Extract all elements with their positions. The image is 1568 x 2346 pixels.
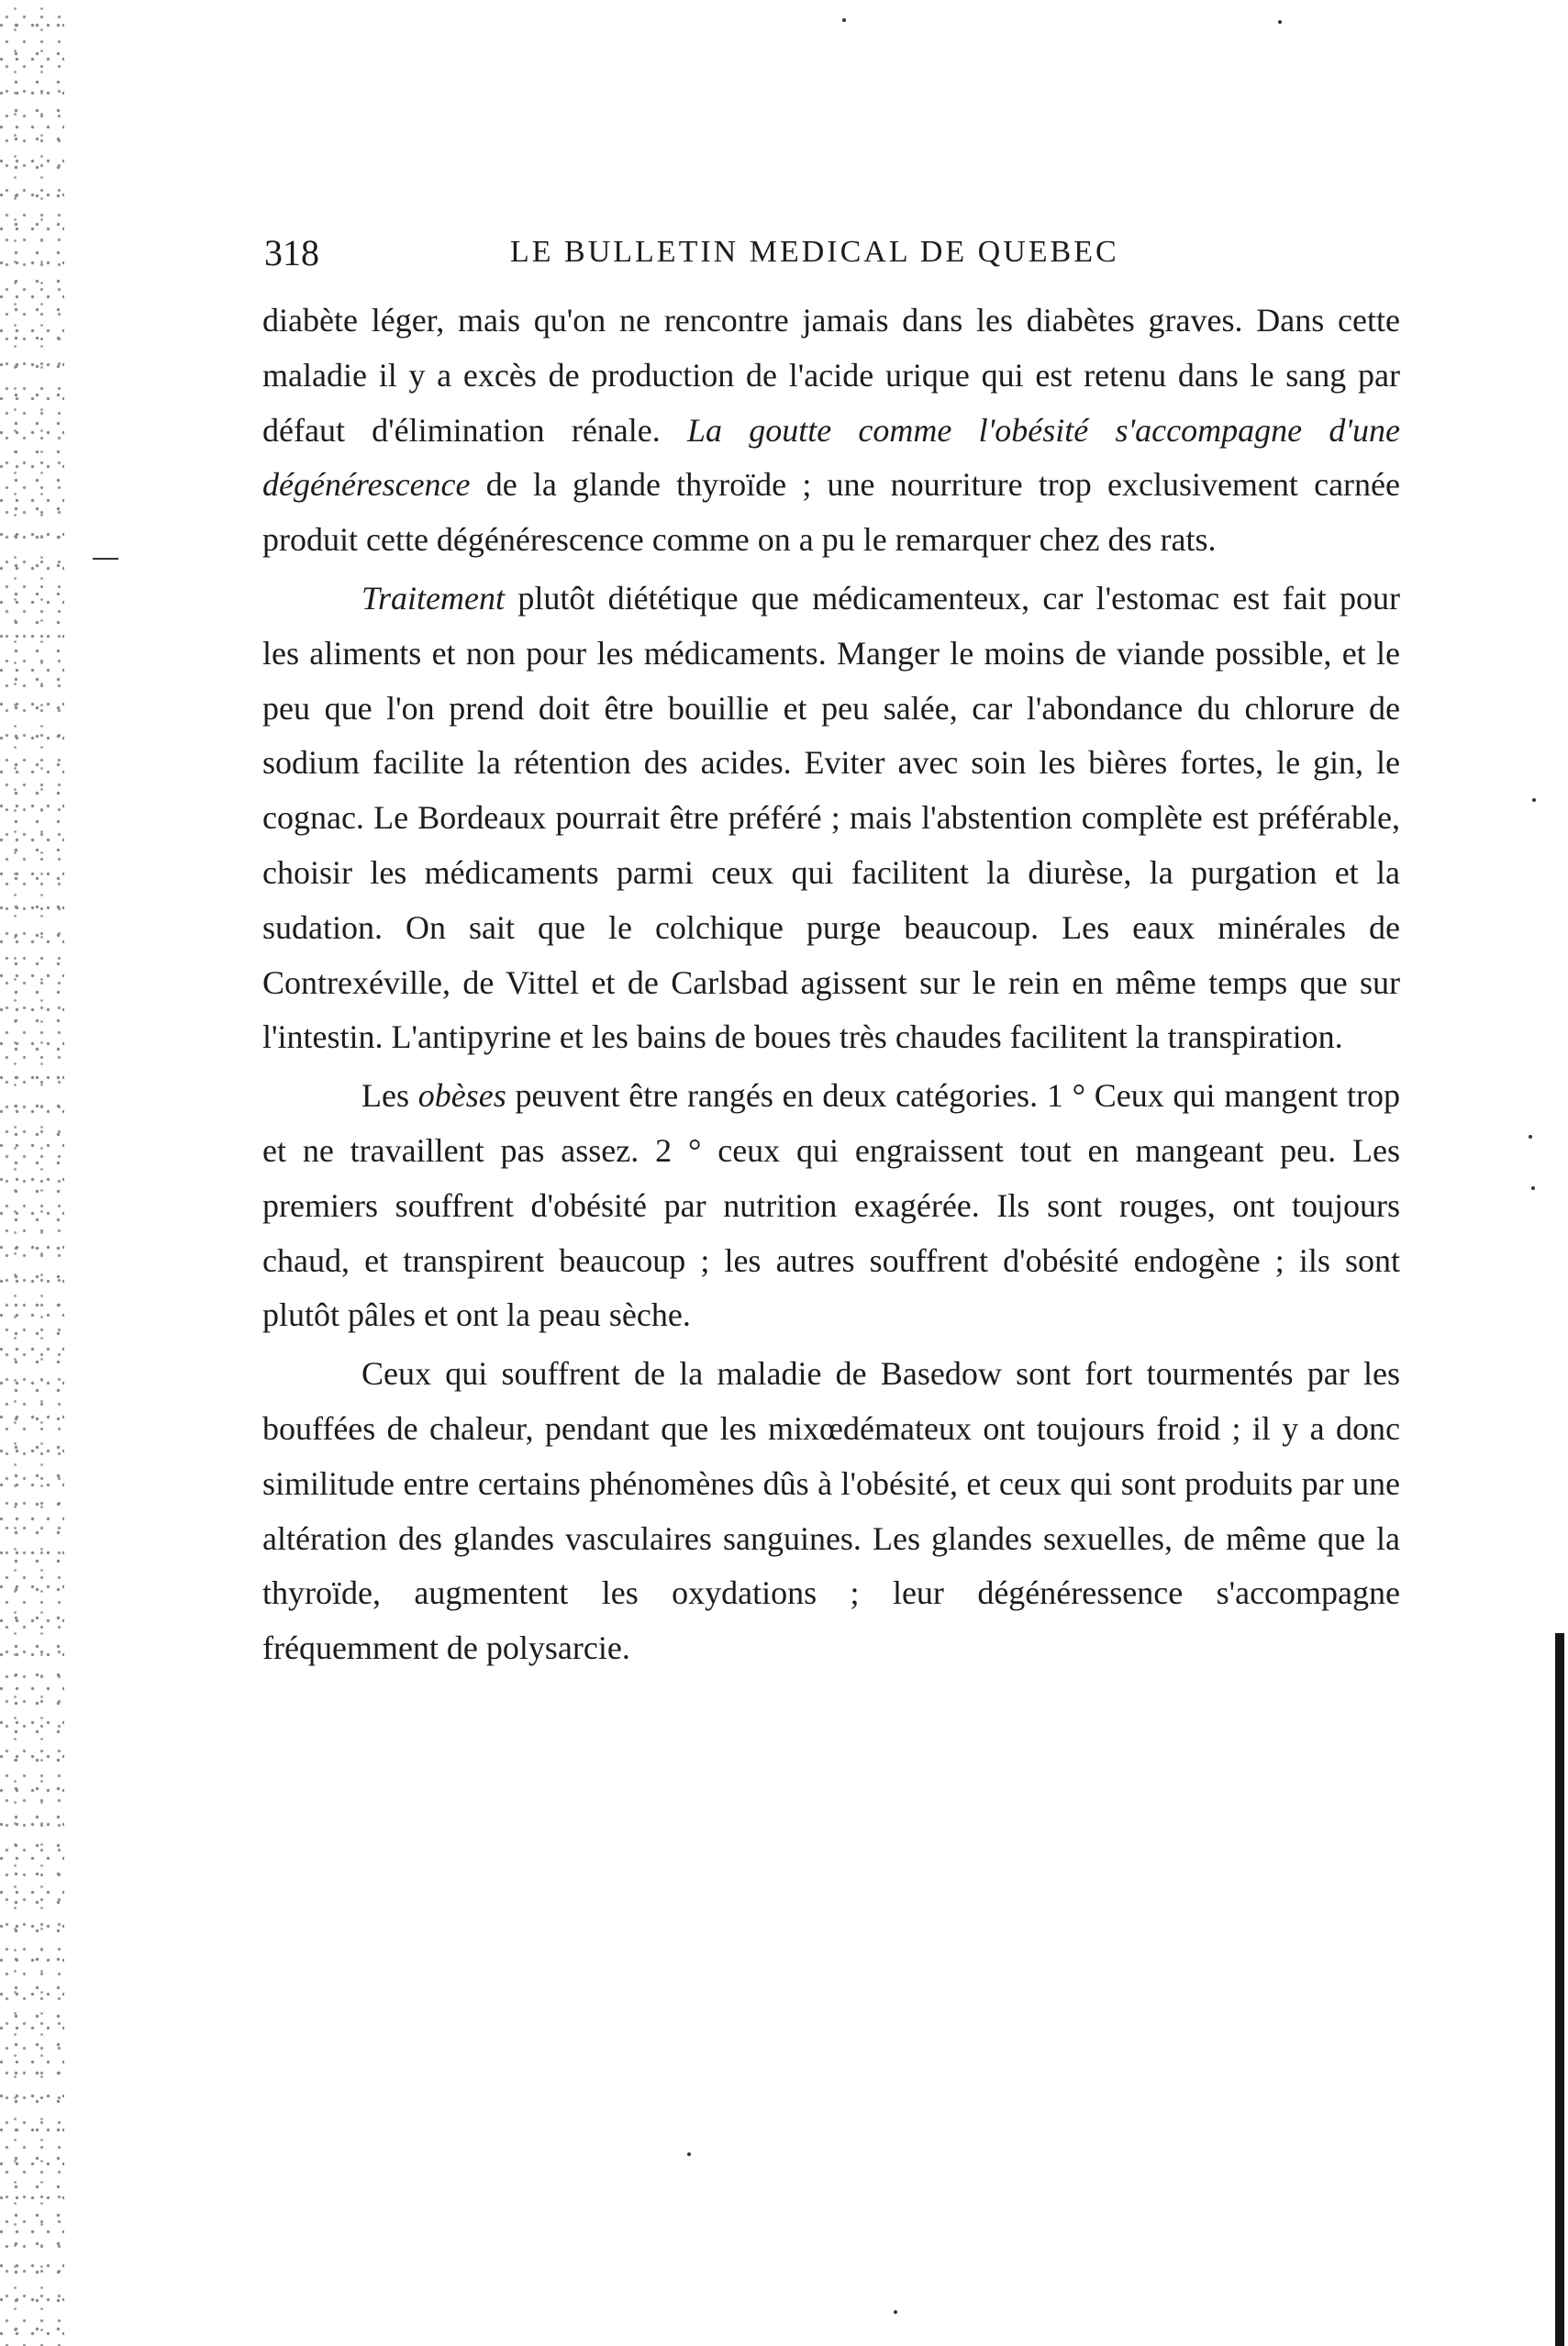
- running-title: LE BULLETIN MEDICAL DE QUEBEC: [510, 235, 1119, 269]
- paragraph: Ceux qui souffrent de la maladie de Basedow sont fort tourmentés par les bouffées de chaleur, pendant que les mixœdémateux ont toujours froid ; il y a donc similitude entre certains phénomènes dûs à l'obésité, et ceux qui sont produits par une altération des glandes vasculaires sanguines. Les glandes sexuelles, de même que la thyroïde, augmentent les oxydations ; leur dégénéressence s'accompagne fréquemment de polysarcie.: [262, 1355, 1400, 1667]
- scan-edge-noise: [0, 0, 64, 2346]
- scan-edge-bar: [1555, 1633, 1564, 2346]
- italic-phrase: Traitement: [361, 579, 506, 617]
- scan-speck: [687, 2152, 691, 2156]
- page-header: [264, 231, 1182, 286]
- italic-phrase: obèses: [417, 1077, 506, 1115]
- body-text: [262, 294, 1400, 1676]
- margin-mark: [93, 558, 118, 560]
- italic-phrase: La goutte comme l'obésité s'accompagne d'une dégénérescence: [262, 411, 1401, 504]
- page-number: 318: [264, 232, 319, 273]
- scan-speck: [1529, 1135, 1532, 1139]
- scan-speck: [842, 18, 846, 22]
- paragraph: Traitement plutôt diététique que médicamenteux, car l'estomac est fait pour les aliments et non pour les médicaments. Manger le moins de viande possible, et le peu que l'on prend doit être bouillie et peu salée, car l'abondance du chlorure de sodium facilite la rétention des acides. Eviter avec soin les bières fortes, le gin, le cognac. Le Bordeaux pourrait être préféré ; mais l'abstention complète est préférable, choisir les médicaments parmi ceux qui facilitent la diurèse, la purgation et la sudation. On sait que le colchique purge beaucoup. Les eaux minérales de Contrexéville, de Vittel et de Carlsbad agissent sur le rein en même temps que sur l'intestin. L'antipyrine et les bains de boues très chaudes facilitent la transpiration.: [262, 579, 1400, 1056]
- scan-speck: [1531, 1186, 1535, 1190]
- scan-speck: [1532, 798, 1536, 802]
- scan-speck: [1278, 20, 1282, 24]
- paragraph: Les obèses peuvent être rangés en deux catégories. 1 ° Ceux qui mangent trop et ne travaillent pas assez. 2 ° ceux qui engraissent tout en mangeant peu. Les premiers souffrent d'obésité par nutrition exagérée. Ils sont rouges, ont toujours chaud, et transpirent beaucoup ; les autres souffrent d'obésité endogène ; ils sont plutôt pâles et ont la peau sèche.: [262, 1077, 1400, 1334]
- paragraph: diabète léger, mais qu'on ne rencontre jamais dans les diabètes graves. Dans cette maladie il y a excès de production de l'acide urique qui est retenu dans le sang par défaut d'élimination rénale. La goutte comme l'obésité s'accompagne d'une dégénérescence de la glande thyroïde ; une nourriture trop exclusivement carnée produit cette dégénérescence comme on a pu le remarquer chez des rats.: [262, 302, 1401, 559]
- scan-speck: [894, 2310, 897, 2314]
